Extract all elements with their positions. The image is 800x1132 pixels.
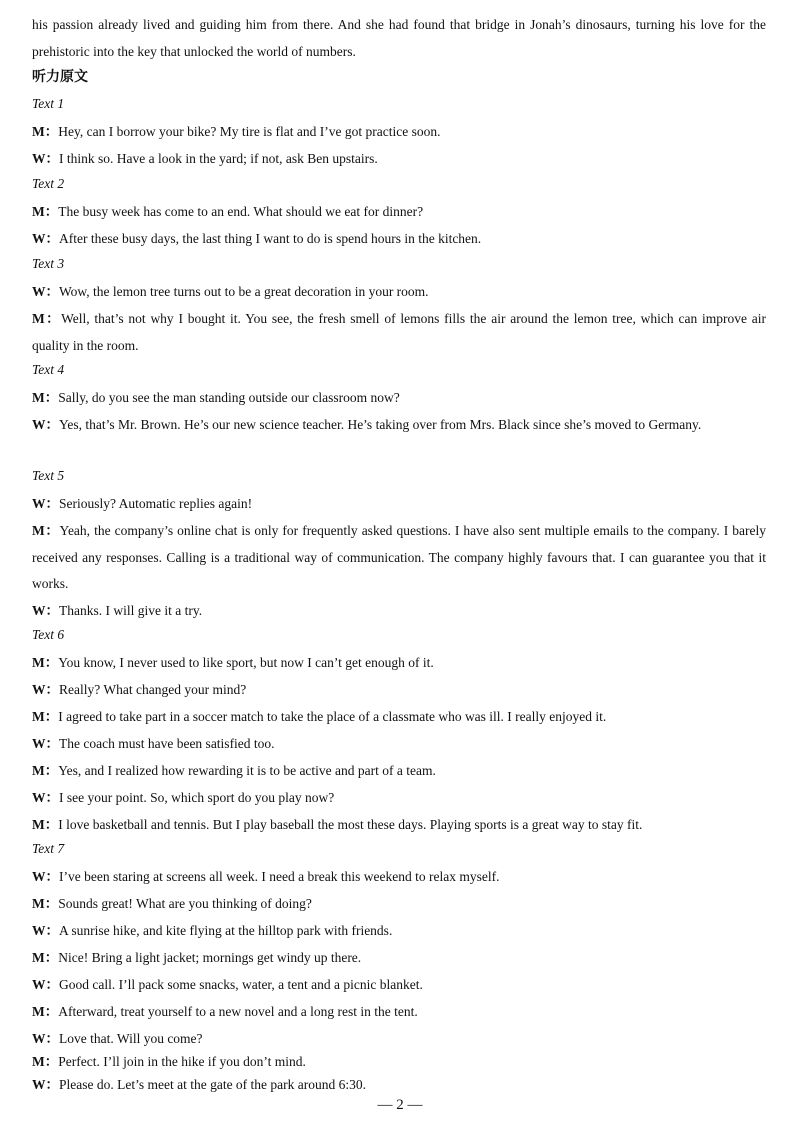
speaker-label: W： <box>32 977 59 992</box>
text-label: Text 5 <box>32 468 65 483</box>
dialogue-line <box>32 199 766 226</box>
dialogue-text: Yes, that’s Mr. Brown. He’s our new science teacher. He’s taking over from Mrs. Black since she’s moved to Germany. <box>59 417 702 432</box>
speaker-label: W： <box>32 923 59 938</box>
speaker-label: W： <box>32 603 59 618</box>
dialogue-line <box>32 119 766 146</box>
text-label: Text 4 <box>32 362 65 377</box>
speaker-label: M： <box>32 124 59 139</box>
dialogue-text: Seriously? Automatic replies again! <box>59 496 253 511</box>
speaker-label: M： <box>32 1004 59 1019</box>
dialogue-line <box>32 385 766 412</box>
dialogue-text: Afterward, treat yourself to a new novel and a long rest in the tent. <box>58 1004 418 1019</box>
speaker-label: M： <box>32 204 59 219</box>
speaker-label: M： <box>32 655 59 670</box>
speaker-label: M： <box>32 1054 59 1069</box>
dialogue-text: Good call. I’ll pack some snacks, water, a tent and a picnic blanket. <box>59 977 423 992</box>
speaker-label: M： <box>32 950 59 965</box>
dialogue-text: Really? What changed your mind? <box>59 682 247 697</box>
dialogue-line <box>32 812 766 839</box>
speaker-label: M： <box>32 390 59 405</box>
dialogue-text: Please do. Let’s meet at the gate of the park around 6:30. <box>59 1077 367 1092</box>
speaker-label: W： <box>32 417 59 432</box>
dialogue-text: Sounds great! What are you thinking of doing? <box>58 896 312 911</box>
speaker-label: M： <box>32 896 59 911</box>
speaker-label: M： <box>32 817 59 832</box>
dialogue-text: I agreed to take part in a soccer match to take the place of a classmate who was ill. I really enjoyed it. <box>58 709 607 724</box>
speaker-label: W： <box>32 1031 59 1046</box>
dialogue-line <box>32 891 766 918</box>
dialogue-line <box>32 677 766 704</box>
dialogue-text: I see your point. So, which sport do you play now? <box>59 790 335 805</box>
speaker-label: W： <box>32 736 59 751</box>
dialogue-line <box>32 864 766 891</box>
text-label: Text 7 <box>32 841 65 856</box>
dialogue-line <box>32 518 766 598</box>
dialogue-line <box>32 412 766 439</box>
dialogue-text: After these busy days, the last thing I want to do is spend hours in the kitchen. <box>59 231 482 246</box>
dialogue-text: Nice! Bring a light jacket; mornings get windy up there. <box>58 950 362 965</box>
dialogue-text: Yes, and I realized how rewarding it is to be active and part of a team. <box>58 763 436 778</box>
speaker-label: M： <box>32 763 59 778</box>
dialogue-line <box>32 945 766 972</box>
page-number: — 2 — <box>377 1097 423 1113</box>
intro-paragraph: his passion already lived and guiding him from there. And she had found that bridge in Jonah’s dinosaurs, turning his love for the prehistoric into the key that unlocked the world of numbers. <box>32 17 766 59</box>
text-label: Text 3 <box>32 256 65 271</box>
dialogue-line <box>32 758 766 785</box>
dialogue-text: You know, I never used to like sport, but now I can’t get enough of it. <box>58 655 434 670</box>
dialogue-text: I’ve been staring at screens all week. I need a break this weekend to relax myself. <box>59 869 500 884</box>
speaker-label: W： <box>32 790 59 805</box>
dialogue-text: Hey, can I borrow your bike? My tire is flat and I’ve got practice soon. <box>58 124 441 139</box>
text-label: Text 6 <box>32 627 65 642</box>
dialogue-line <box>32 279 766 306</box>
dialogue-line <box>32 650 766 677</box>
dialogue-line <box>32 491 766 518</box>
dialogue-line <box>32 146 766 173</box>
dialogue-text: Love that. Will you come? <box>59 1031 203 1046</box>
dialogue-text: A sunrise hike, and kite flying at the hilltop park with friends. <box>59 923 393 938</box>
speaker-label: W： <box>32 1077 59 1092</box>
dialogue-text: I love basketball and tennis. But I play baseball the most these days. Playing sports is a great way to stay fit. <box>58 817 643 832</box>
dialogue-text: Sally, do you see the man standing outside our classroom now? <box>58 390 400 405</box>
dialogue-text: Well, that’s not why I bought it. You see, the fresh smell of lemons fills the air around the lemon tree, which can improve air quality in the room. <box>32 311 766 353</box>
speaker-label: W： <box>32 869 59 884</box>
speaker-label: M： <box>32 709 59 724</box>
text-label: Text 2 <box>32 176 65 191</box>
dialogue-text: Wow, the lemon tree turns out to be a great decoration in your room. <box>59 284 429 299</box>
dialogue-line <box>32 731 766 758</box>
dialogue-line <box>32 918 766 945</box>
dialogue-text: Thanks. I will give it a try. <box>59 603 203 618</box>
dialogue-text: Yeah, the company’s online chat is only for frequently asked questions. I have also sent multiple emails to the company. I barely received any responses. Calling is a traditional way of communication. The company highly favours that. I can guarantee you that it works. <box>32 523 766 591</box>
dialogue-line <box>32 999 766 1026</box>
speaker-label: W： <box>32 284 59 299</box>
dialogue-text: The busy week has come to an end. What should we eat for dinner? <box>58 204 424 219</box>
dialogue-line <box>32 226 766 253</box>
speaker-label: W： <box>32 682 59 697</box>
speaker-label: W： <box>32 231 59 246</box>
dialogue-line <box>32 972 766 999</box>
text-label: Text 1 <box>32 96 65 111</box>
speaker-label: W： <box>32 496 59 511</box>
dialogue-line <box>32 704 766 731</box>
speaker-label: W： <box>32 151 59 166</box>
dialogue-line <box>32 785 766 812</box>
dialogue-text: The coach must have been satisfied too. <box>59 736 275 751</box>
dialogue-text: I think so. Have a look in the yard; if not, ask Ben upstairs. <box>59 151 378 166</box>
dialogue-text: Perfect. I’ll join in the hike if you don’t mind. <box>58 1054 306 1069</box>
dialogue-line <box>32 1072 766 1099</box>
section-heading: 听力原文 <box>32 69 88 85</box>
dialogue-line <box>32 598 766 625</box>
speaker-label: M： <box>32 523 60 538</box>
speaker-label: M： <box>32 311 62 326</box>
dialogue-line <box>32 306 766 359</box>
